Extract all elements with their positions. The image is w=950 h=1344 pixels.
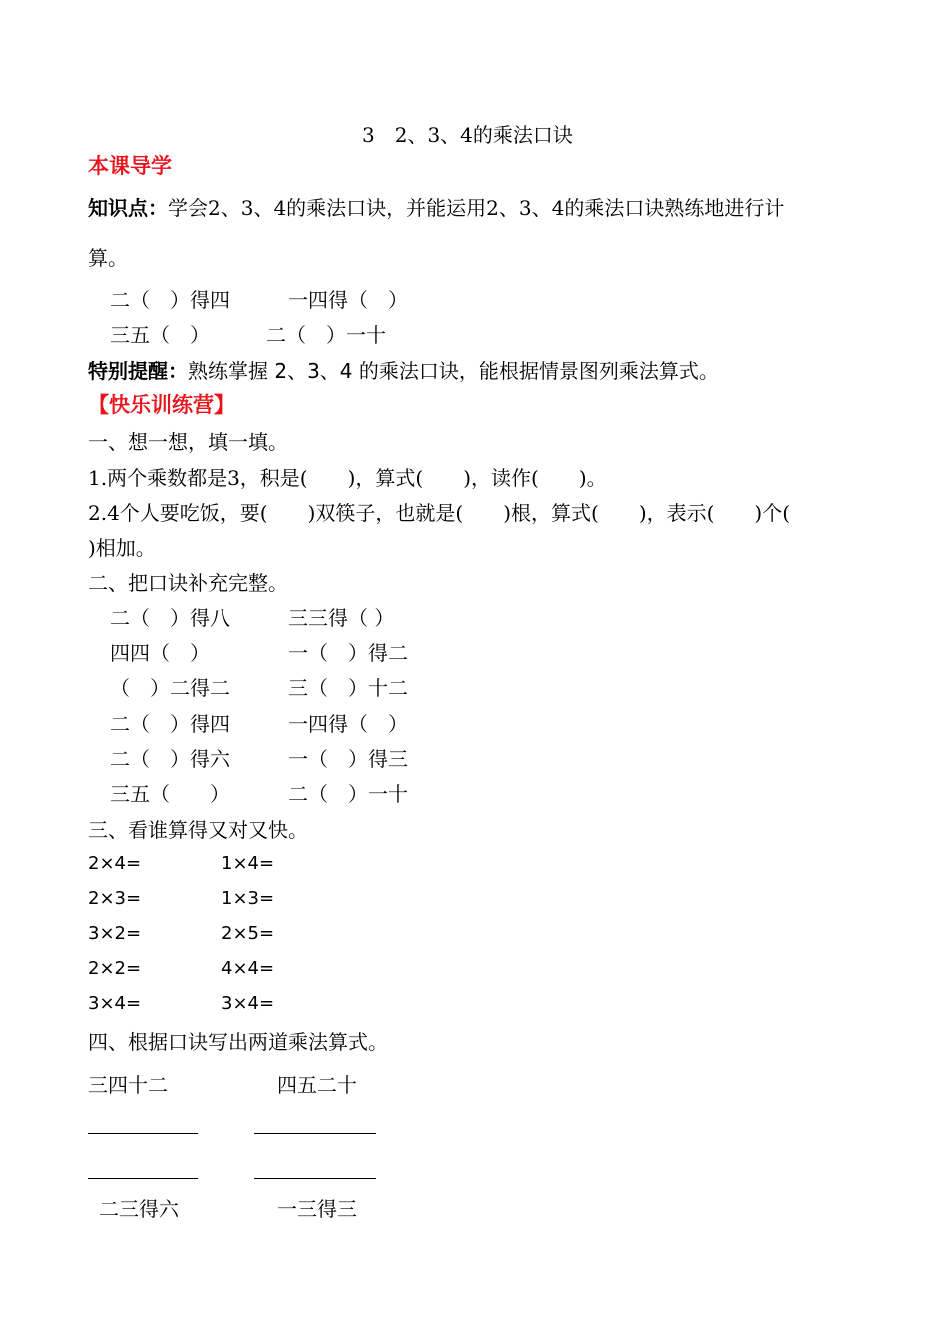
page-title: 3 2、3、4的乘法口诀: [362, 123, 573, 147]
verse-left: 四四（ ）: [110, 641, 210, 665]
answer-blank[interactable]: [254, 1178, 376, 1179]
guide-verse: 二（ ）一十: [266, 323, 386, 347]
question-2-continued: )相加。: [88, 536, 156, 560]
reminder-label: 特别提醒：: [88, 359, 188, 383]
knowledge-text-continued: 算。: [88, 246, 128, 270]
calc-left: 2×3=: [88, 888, 142, 909]
answer-blank[interactable]: [254, 1133, 376, 1134]
verse-prompt: 二三得六: [99, 1197, 179, 1221]
knowledge-label: 知识点：: [88, 196, 168, 220]
verse-left: 二（ ）得六: [110, 747, 230, 771]
answer-blank[interactable]: [88, 1133, 198, 1134]
verse-right: 一（ ）得二: [288, 641, 408, 665]
answer-blank[interactable]: [88, 1178, 198, 1179]
question-2: 2.4个人要吃饭，要( )双筷子，也就是( )根，算式( )，表示( )个(: [88, 501, 791, 525]
calc-right: 4×4=: [221, 958, 275, 979]
calc-right: 1×4=: [221, 853, 275, 874]
verse-prompt: 一三得三: [277, 1197, 357, 1221]
verse-right: 二（ ）一十: [288, 782, 408, 806]
reminder-text: 熟练掌握 2、3、4 的乘法口诀，能根据情景图列乘法算式。: [188, 359, 719, 383]
verse-prompt: 四五二十: [277, 1073, 357, 1097]
verse-left: 三五（ ）: [110, 782, 230, 806]
calc-right: 1×3=: [221, 888, 275, 909]
verse-left: （ ）二得二: [110, 676, 230, 700]
verse-right: 一（ ）得三: [288, 747, 408, 771]
question-1: 1.两个乘数都是3，积是( )，算式( )，读作( )。: [88, 466, 607, 490]
guide-verse: 三五（ ）: [110, 323, 210, 347]
special-reminder: [88, 361, 719, 381]
guide-verse: 一四得（ ）: [288, 288, 408, 312]
part1-heading: 一、想一想，填一填。: [88, 430, 288, 454]
knowledge-point: [88, 198, 784, 218]
verse-prompt: 三四十二: [88, 1073, 168, 1097]
verse-right: 一四得（ ）: [288, 712, 408, 736]
part2-heading: 二、把口诀补充完整。: [88, 571, 288, 595]
guide-verse: 二（ ）得四: [110, 288, 230, 312]
verse-right: 三（ ）十二: [288, 676, 408, 700]
verse-left: 二（ ）得四: [110, 712, 230, 736]
part4-heading: 四、根据口诀写出两道乘法算式。: [88, 1030, 388, 1054]
section-practice-heading: 【快乐训练营】: [88, 393, 235, 417]
verse-left: 二（ ）得八: [110, 606, 230, 630]
calc-left: 2×4=: [88, 853, 142, 874]
calc-right: 3×4=: [221, 993, 275, 1014]
calc-right: 2×5=: [221, 923, 275, 944]
calc-left: 3×4=: [88, 993, 142, 1014]
calc-left: 3×2=: [88, 923, 142, 944]
calc-left: 2×2=: [88, 958, 142, 979]
verse-right: 三三得（ ）: [288, 606, 395, 630]
section-guide-heading: 本课导学: [88, 154, 172, 178]
part3-heading: 三、看谁算得又对又快。: [88, 818, 308, 842]
knowledge-text: 学会2、3、4的乘法口诀，并能运用2、3、4的乘法口诀熟练地进行计: [168, 196, 785, 220]
